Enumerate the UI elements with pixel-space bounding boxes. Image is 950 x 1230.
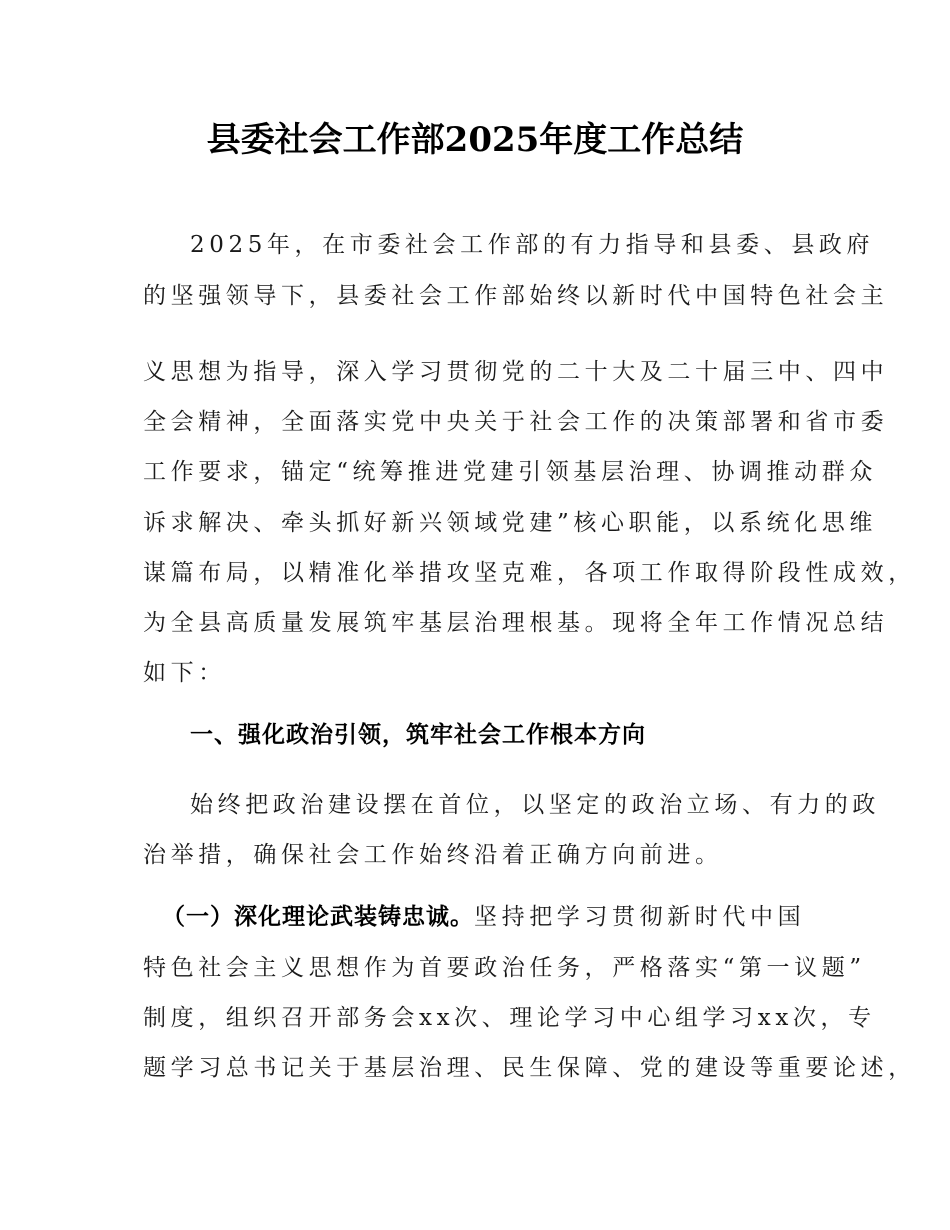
intro-line-5: 工作要求，锚定“统筹推进党建引领基层治理、协调推动群众 [143,459,877,485]
subsection1-bold-label: （一）深化理论武装铸忠诚。 [162,904,474,930]
subsection1-line-3: 制度，组织召开部务会xx次、理论学习中心组学习xx次，专 [143,1005,876,1031]
intro-line-4: 全会精神，全面落实党中央关于社会工作的决策部署和省市委 [143,409,889,435]
intro-line-2: 的坚强领导下，县委社会工作部始终以新时代中国特色社会主 [143,283,889,309]
subsection1-line-4: 题学习总书记关于基层治理、民生保障、党的建设等重要论述， [143,1055,916,1081]
intro-line-9: 如下： [143,660,226,686]
subsection1-first-line-rest: 坚持把学习贯彻新时代中国 [474,904,806,930]
intro-line-7: 谋篇布局，以精准化举措攻坚克难，各项工作取得阶段性成效， [143,560,916,586]
section1-lead-line-2: 治举措，确保社会工作始终沿着正确方向前进。 [143,842,723,868]
intro-line-1: 2025年，在市委社会工作部的有力指导和县委、县政府 [190,232,875,258]
subsection1-first-line [162,902,805,932]
section1-lead-line-1: 始终把政治建设摆在首位，以坚定的政治立场、有力的政 [190,792,880,818]
intro-line-6: 诉求解决、牵头抓好新兴领域党建”核心职能，以系统化思维 [143,510,877,536]
intro-line-3: 义思想为指导，深入学习贯彻党的二十大及二十届三中、四中 [143,359,889,385]
document-title: 县委社会工作部2025年度工作总结 [206,120,744,160]
subsection1-line-2: 特色社会主义思想作为首要政治任务，严格落实“第一议题” [143,955,866,981]
intro-line-8: 为全县高质量发展筑牢基层治理根基。现将全年工作情况总结 [143,610,889,636]
section-heading-1: 一、强化政治引领，筑牢社会工作根本方向 [190,722,646,748]
